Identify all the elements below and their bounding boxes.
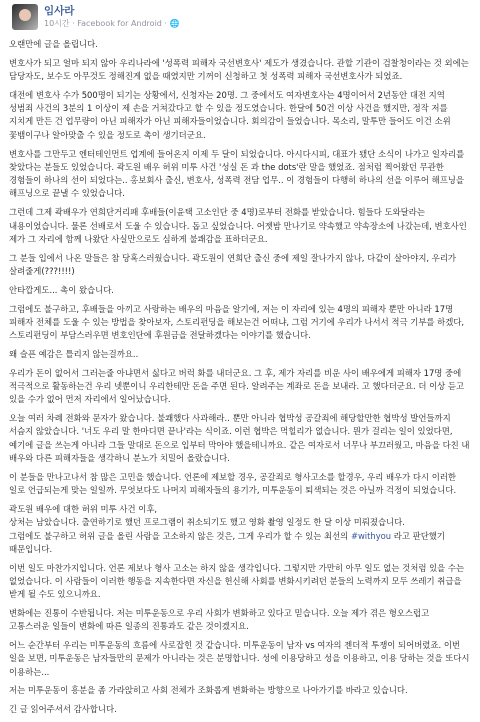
post-body bbox=[9, 38, 471, 722]
paragraph-3: 대전에 변호사 수가 500명이 되기는 상황에서, 신청자는 20명. 그 중에서도 여자변호사는 4명이어서 2년동안 대전 지역 성범죄 사건의 3분의 1 이상이 제 손을 거쳐갔다고 할 수 있을 정도였습니다. 한달에 50건 이상 사건을 했지만, 정작 저를 지치게 만든 건 업무량이 아닌 피해자가 아닌 피해자들이었습니다. 회의감이 들었습니다. 목소리, 말투만 들어도 이건 소위 꽃뱀이구나 알아맞출 수 있을 정도로 촉이 생기더군요. bbox=[9, 89, 451, 140]
post-meta: 10시간 · Facebook for Android · 🌐 bbox=[44, 19, 180, 28]
paragraph-1: 오랜만에 글을 올립니다. bbox=[9, 39, 98, 49]
paragraph-16: 어느 순간부터 우리는 미투운동의 흐름에 사로잡힌 것 같습니다. 미투운동이 남자 vs 여자의 젠더적 투쟁이 되어버렸죠. 이번 일을 보면, 미투운동은 남자들만의 문제가 아니라는 것은 분명합니다. 성에 이용당하고 성을 이용하고, 이용 당하는 것을 또다시 이용하는... bbox=[9, 640, 470, 677]
paragraph-18: 긴 글 읽어주셔서 감사합니다. bbox=[9, 704, 117, 715]
author-name[interactable]: 임사라 bbox=[44, 5, 75, 17]
post-header bbox=[0, 0, 480, 40]
paragraph-9: 왜 슬픈 예감은 틀리지 않는걸까요.. bbox=[9, 348, 139, 359]
paragraph-10: 우리가 돈이 없어서 그러는줄 아냐면서 싫다고 버럭 화를 내더군요. 그 후, 제가 자리를 비운 사이 배우에게 피해자 17명 중에 적극적으로 활동하는건 우리 넷뿐이니 우리한테만 돈을 주면 된다. 알려주는 계좌로 돈을 보내라. 고 했다더군요. 더 이상 듣고 있을 수가 없어 먼저 자리에서 일어났습니다. bbox=[9, 367, 465, 405]
paragraph-12: 이 분들을 만나고나서 참 많은 고민을 했습니다. 언론에 제보할 경우, 공갈죄로 형사고소를 할경우, 우리 배우가 다시 이러한 일로 언급되는게 맞는 일일까. 무엇보다도 나머지 피해자들의 용기가, 미투운동이 퇴색되는 것은 아닐까 걱정이 되었습니다. bbox=[9, 471, 457, 496]
paragraph-8: 그럼에도 불구하고, 후배들을 아끼고 사랑하는 배우의 마음을 알기에, 저는 이 자리에 있는 4명의 피해자 뿐만 아니라 17명 피해자 전체를 도울 수 있는 방법을 찾아보자, 스토리펀딩을 해보는건 어떠냐, 그럼 거기에 우리가 나서서 적극 기부를 하겠다, 스토리펀딩이 부담스러우면 변호인단에 후원금을 전달하겠다는 이야기를 했습니다. bbox=[9, 303, 465, 341]
paragraph-4: 변호사를 그만두고 엔터테인먼트 업계에 들어온지 이제 두 달이 되었습니다. 아시다시피, 대표가 됐단 소식이 나가고 일자리를 찾았다는 분들도 있었습니다. 곽도원 배우 허위 미투 사건 '성실 돈 과 the dots'란 말을 했었죠. 점처럼 찍어왔던 무관한 경험들이 하나의 선이 되었다는.. 홍보회사 출신, 변호사, 성폭력 전담 업무.. 이 경험들이 다행히 하나의 선을 이루어 해프닝을 해프닝으로 끝낼 수 있었습니다. bbox=[9, 148, 465, 199]
paragraph-11: 오늘 여러 차례 전화와 문자가 왔습니다. 불쾌했다 사과해라.. 뿐만 아니라 협박성 공갈죄에 해당할만한 협박성 발언들까지 서슴지 않았습니다. '너도 우리 말 한마디면 끝나'라는 식이죠. 이런 협박은 먹힐리가 없습니다. 뭔가 걸리는 일이 있었다면, 예기에 글을 쓰는게 아니라 그들 말대로 돈으로 입부터 막아야 했을테니까요. 같은 여자로서 너무나 부끄러웠고, 마음을 다친 내 배우와 다른 피해자들을 생각하니 분노가 치밀어 올랐습니다. bbox=[9, 413, 470, 464]
paragraph-17: 저는 미투운동이 흥분을 좀 가라앉히고 사회 전체가 조화롭게 변화하는 방향으로 나아가기를 바라고 있습니다. bbox=[9, 685, 408, 696]
author-avatar[interactable] bbox=[12, 4, 38, 30]
paragraph-5: 그런데 그제 곽배우가 연희단거리패 후배들(이윤택 고소인단 중 4명)로부터 전화를 받았습니다. 힘들다 도와달라는 내용이었습니다. 물론 선배로서 도울 수 있습니다. 돕고 싶었습니다. 어젯밤 만나기로 약속했고 약속장소에 나갔는데, 변호사인 제가 그 자리에 함께 나왔단 사실만으로도 심하게 불쾌감을 표하더군요. bbox=[9, 207, 467, 244]
paragraph-2: 변호사가 되고 얼마 되지 않아 우리나라에 '성폭력 피해자 국선변호사' 제도가 생겼습니다. 관할 기관이 검찰청이라는 것 외에는 담당자도, 보수도 아무것도 정해진게 없을 때였지만 기꺼이 신청하고 첫 성폭력 피해자 국선변호사가 되었죠. bbox=[9, 57, 469, 82]
paragraph-7: 안타깝게도... 촉이 왔습니다. bbox=[9, 284, 114, 295]
paragraph-6: 그 분들 입에서 나온 말들은 참 당혹스러웠습니다. 곽도원이 연희단 출신 중에 제일 잘나가지 않나, 다같이 살아야지, 우리가 살려줄게(???!!!!) bbox=[9, 252, 457, 276]
paragraph-15: 변화에는 진통이 수반됩니다. 저는 미투운동으로 우리 사회가 변화하고 있다고 믿습니다. 오늘 제가 겪은 형오스럽고 고통스러운 일들이 변화에 따른 일종의 진통과도 같은 것이겠지요. bbox=[9, 607, 430, 632]
paragraph-14: 이번 일도 마찬가지입니다. 언론 제보나 형사 고소는 하지 않을 생각입니다. 그렇지만 가만히 아무 일도 없는 것처럼 있을 수는 없었습니다. 이 사람들이 이러한 행동을 지속한다면 자신을 헌신해 사회를 변화시키려던 분들의 노력까지 모두 쓰레기 취급을 받게 될 수도 있으니까요. bbox=[9, 562, 465, 600]
hashtag-link[interactable]: #withyou bbox=[350, 530, 392, 541]
paragraph-13: 곽도원 배우에 대한 허위 미투 사건 이후, 상처는 남았습니다. 출연하기로 했던 프로그램이 취소되기도 했고 영화 촬영 일정도 한 달 이상 미뤄졌습니다. 그럼에도 불구하고 허위 글을 올린 사람을 고소하지 않은 것은, 그게 우리가 할 수 있는 최선의 #withyou 라고 판단했기 때문입니다. bbox=[9, 503, 445, 554]
